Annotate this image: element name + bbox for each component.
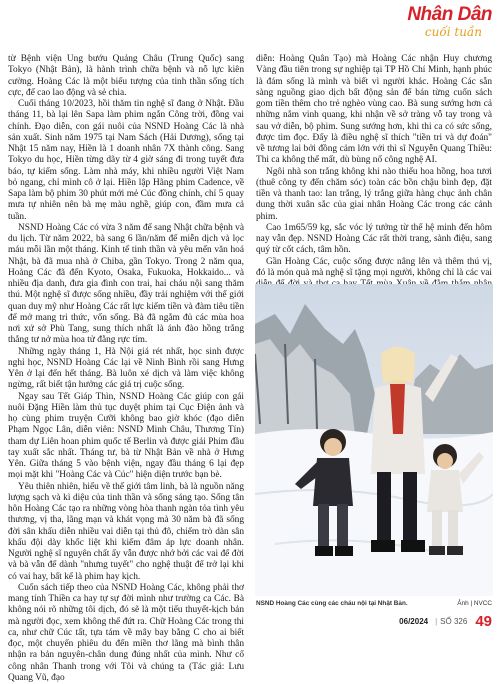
issue-number: SỐ 326 — [440, 616, 468, 626]
paragraph: Cuốn sách tiếp theo của NSND Hoàng Các, không phải thơ mang tính Thiền ca hay tự sự đời mình như trường ca Các. Bà không nói rõ những tôi dịch, đó sẽ là một tiểu thuyết-kịch bản mà người đọc, xem không thể đứt ra. Chữ Hoàng Các trong thi ca, như chữ Cúc tất, tựa tám về mây bay bằng C cho ai biết đọc, một chuyến phiêu du đến miền thơ lãng mà bình thân nhận ra bản nguyên-chân dung đúng nhất của mình. Như cổ công nhân Thanh trong với Tôi và chúng ta (Tác giả: Lưu Quang Vũ, đạo — [8, 582, 244, 683]
paragraph: Gần Hoàng Các, cuộc sống được nâng lên và thêm thú vị, đó là món quà mà nghệ sĩ tặng mọi người, không chỉ là các vai — [256, 256, 492, 278]
logo-title: Nhân Dân — [407, 4, 492, 25]
logo-subtitle: cuối tuần — [424, 25, 482, 39]
newspaper-logo — [406, 4, 492, 44]
footer-separator: | — [435, 616, 438, 626]
paragraph: Ngay sau Tết Giáp Thìn, NSND Hoàng Các giúp con gái nuôi Đặng Hiền làm thủ tục duyệt phim tại Cục Điện ảnh và họ cùng phim truyện Cưỡi không bao giờ khóc (đạo diễn Phạm Ngọc Lân, diễn viên: NSND Minh Châu, Thương Tín) tham dự Liên hoan phim quốc tế Berlin và được giải Phim đầu tay xuất sắc nhất. Tháng tư, bà từ Nhật Bản về nhà ở Hưng Yên. Giữa tháng 5 vào bệnh viện, ngay đầu tháng 6 lại đẹp mọi mặt khi "Hoàng Các và Cúc" hiện diện trước bạn bè. — [8, 391, 244, 481]
left-column — [8, 54, 244, 684]
paragraph: diễn: Hoàng Quân Tạo) mà Hoàng Các nhận Huy chương Vàng đầu tiên trong sự nghiệp tại TP Hồ Chí Minh, hạnh phúc là đám sống là mình và biết vì người khác. Hoàng Các sẵn sàng nguồng giao dịch bất động sản để bán từng cuốn sách gom tiền thêm cho trẻ nghèo vùng cao. Bà sung sướng hơn cả những nắm vinh quang, khi nhận về sở tràng vỗ tay trong và sau vở diễn, bộ phim. Sung sướng hơn, khi thi ca có sức sống, được tìm đọc. Đấy là điều nghệ sĩ thích "tiền tri và dự đoán" về tương lai bởi đồng cảm lớn với thì sĩ Nguyễn Quang Thiều: Thi ca không thể mất, dù bùng nổ công nghệ AI. — [256, 54, 492, 166]
paragraph: từ Bệnh viện Ung bướu Quảng Châu (Trung Quốc) sang Tokyo (Nhật Bản), là hành trình chữa bệnh và nỗ lực kiên cường. Hoàng Các là một biểu tượng của tinh thần sống tích cực, để cao lao động và sẻ chia. — [8, 54, 244, 98]
paragraph: Cao 1m65/59 kg, sắc vóc lý tưởng từ thể hệ minh đến hôm nay vẫn đẹp. NSND Hoàng Các rất thời trang, sành điệu, sang quý từ cốt cách, tâm hồn. — [256, 222, 492, 256]
page-number: 49 — [475, 612, 492, 630]
paragraph: Ngôi nhà son trắng không khi nào thiếu hoa hồng, hoa tươi (thuê công ty đến chăm sóc) toàn các bồn chậu bình đẹp, đặt tiền và thanh tao: lan trắng, lý trắng giữa hàng chục ảnh chân dung thời xuân sắc của giai nhân Hoàng Các trong các cảnh phim. — [256, 166, 492, 222]
photo-caption: NSND Hoàng Các cùng các cháu nội tại Nhật Bản. — [256, 600, 408, 607]
paragraph: Cuối tháng 10/2023, hồi thăm tin nghệ sĩ đang ở Nhật. Đầu tháng 11, bà lại lên Sapa làm phim ngắn Công trời, đồng vai chính. Đạo diễn, con gái nuôi của NSND Hoàng Các là nhà sản xuất. Sinh năm 1975 tại Nam Sách (Hải Dương), sống tại Nhật 15 năm nay, Hiền là 1 doanh nhân 7X thành công. Sang Tokyo du học, Hiền từng dãy từ 4 giờ sáng đi trong tuyết đưa báo, tự kiếm sống. Làm nhà máy, khi nhiều người Việt Nam bỏ ngang, chỉ mình cô ở lại. Hiền lập Hãng phim Cadence, về Sapa làm bộ phim 30 phút mới mẻ Cúc đồng chính, chỉ 5 quay mưa tự nhiên nên bà mẹ màu nghề, giúp con, đầm mưa cả tuần. — [8, 99, 244, 222]
page-footer — [399, 611, 492, 631]
photo-illustration — [255, 284, 493, 596]
paragraph: Những ngày tháng 1, Hà Nội giá rét nhất, học sinh được nghỉ học, NSND Hoàng Các lại về Ninh Bình rồi sang Hưng Yên ở lại đến hết tháng. Bà luôn xé dịch và làm việc không ngừng, rất biết tận hưởng các giá trị cuộc sống. — [8, 346, 244, 391]
family-snow-photo — [255, 284, 493, 596]
photo-credit: Ảnh | NVCC — [457, 600, 492, 607]
paragraph: Yêu thiên nhiên, hiểu về thế giới tâm linh, bà là nguồn năng lượng sạch và kì diệu của tinh thần và sống sáng tạo. Sống tân hôn Hoàng Các tạo ra những vòng hòa thanh ngàn tỏa tình yêu thương, vị tha, lãng mạn và khát vọng mà 30 năm bà đã sống đời sân khấu diễn nhiều vai diễn tại thủ đô, chiếm trò dàn sân khấu đội dày khốc liệt khi kiếm đâm áp lực doanh nhân. Người nghệ sĩ nguyên chất ấy vẫn được nhớ bởi các vai để đời và bà vẫn để dành "nhưng tuyết" cho nghệ thuật để trở lại khi có vai hay, bất kể là phim hay kịch. — [8, 481, 244, 582]
paragraph: NSND Hoàng Các có vừa 3 năm để sang Nhật chữa bệnh và du lịch. Từ năm 2022, bà sang 6 lần/năm để miễn dịch và lọc máu mỗi lần một tháng. Kinh tế tinh thần và yêu mến văn hoá Nhật, bà đã mua nhà ở Chiba, gần Tokyo. Trong 2 năm qua, Hoàng Các đã đến Kyoto, Osaka, Fukuoka, Hokkaido... và nhiều địa danh, đưa gia đình con trai, hai cháu nội sang thăm thú. Một nghệ sĩ được sống nhiều, đầy trải nghiệm với thế giới quan duy mỹ như Hoàng Các rất lực kiếm tiền và đàm tiêu tiền để mở mang tri thức, vốn sống. Bà đã ngắm đủ các mùa hoa nơi xứ sở Phù Tang, sung thích nhất là ánh đào hồng trắng thắng tư nở mùa hoa tử đằng rực tím. — [8, 222, 244, 346]
issue-date: 06/2024 — [399, 616, 429, 626]
